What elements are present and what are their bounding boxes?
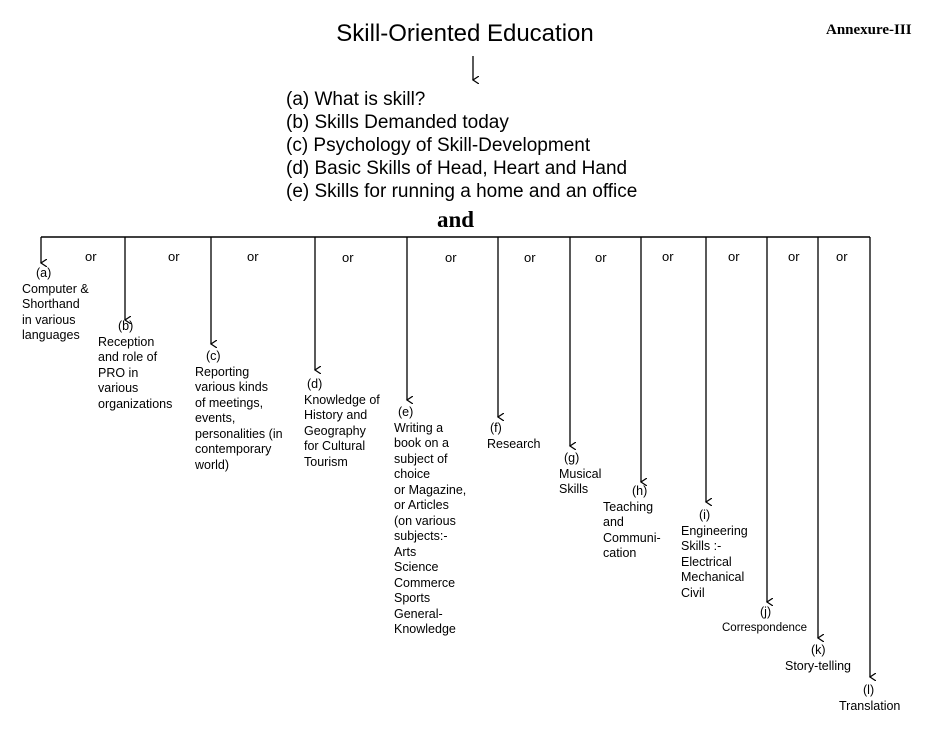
option-line: Story-telling: [785, 658, 851, 673]
option-letter: (e): [398, 405, 414, 419]
topic-item: (c) Psychology of Skill-Development: [286, 135, 591, 156]
option-i: [681, 508, 748, 601]
option-line: events,: [195, 411, 236, 425]
option-letter: (k): [811, 643, 826, 657]
option-line: Correspondence: [722, 621, 808, 634]
or-label: or: [445, 250, 457, 265]
option-line: Knowledge: [394, 622, 456, 636]
option-line: Research: [487, 436, 541, 451]
option-line: various: [98, 381, 139, 395]
option-line: world): [195, 457, 230, 472]
option-line: Skills: [559, 482, 589, 496]
option-line: book on a: [394, 436, 449, 450]
option-j: [722, 605, 807, 636]
option-line: for Cultural: [304, 439, 366, 453]
option-line: Engineering: [681, 523, 748, 538]
option-line: and: [603, 515, 624, 529]
or-label: or: [788, 249, 800, 264]
option-line: Teaching: [603, 499, 654, 514]
option-line: personalities (in: [195, 426, 283, 441]
or-label: or: [662, 249, 674, 264]
diagram-title: Skill-Oriented Education: [336, 20, 594, 47]
option-c: [195, 349, 283, 473]
option-letter: (i): [699, 508, 711, 522]
option-line: Communi-: [603, 530, 661, 545]
option-letter: (l): [863, 683, 875, 697]
or-label: or: [168, 249, 180, 264]
topic-item: (d) Basic Skills of Head, Heart and Hand: [286, 158, 628, 179]
option-line: Reception: [98, 334, 155, 349]
option-line: Electrical: [681, 554, 732, 569]
or-label: or: [836, 249, 848, 264]
option-line: Civil: [681, 585, 705, 600]
option-line: Sports: [394, 591, 431, 605]
option-line: (on various: [394, 513, 456, 528]
option-letter: (j): [760, 605, 772, 619]
or-label: or: [595, 250, 607, 265]
option-line: Musical: [559, 466, 602, 481]
option-line: in various: [22, 312, 76, 327]
option-line: contemporary: [195, 442, 272, 456]
option-f: [487, 421, 541, 452]
option-line: Mechanical: [681, 570, 745, 584]
option-line: PRO in: [98, 365, 139, 380]
option-letter: (g): [564, 451, 580, 465]
topic-item: (a) What is skill?: [286, 89, 426, 110]
option-b: [98, 319, 172, 412]
option-line: various kinds: [195, 380, 268, 394]
option-l: [839, 683, 900, 714]
option-g: [559, 451, 601, 498]
option-line: languages: [22, 328, 80, 342]
option-line: of meetings,: [195, 395, 264, 410]
or-label: or: [342, 250, 354, 265]
or-label: or: [524, 250, 536, 265]
option-line: Shorthand: [22, 297, 80, 311]
option-line: subjects:-: [394, 529, 448, 543]
or-label: or: [85, 249, 97, 264]
option-line: and role of: [98, 350, 158, 364]
option-line: Tourism: [304, 454, 348, 469]
option-line: Translation: [839, 698, 901, 713]
option-line: or Articles: [394, 498, 449, 512]
option-e: [394, 405, 466, 638]
option-a: [22, 266, 89, 344]
or-label: or: [728, 249, 740, 264]
option-line: Science: [394, 560, 439, 574]
option-line: Computer &: [22, 281, 89, 296]
option-line: choice: [394, 467, 431, 481]
option-line: History and: [304, 408, 368, 422]
option-letter: (d): [307, 377, 323, 391]
option-letter: (c): [206, 349, 221, 363]
annexure-label: Annexure-III: [826, 22, 912, 38]
option-letter: (b): [118, 319, 134, 333]
option-line: or Magazine,: [394, 482, 467, 497]
option-line: Reporting: [195, 364, 250, 379]
option-letter: (h): [632, 484, 648, 498]
option-k: [785, 643, 851, 674]
option-letter: (f): [490, 421, 502, 435]
and-connector: and: [437, 207, 475, 232]
option-line: Geography: [304, 423, 366, 438]
option-h: [603, 484, 661, 562]
option-line: Commerce: [394, 575, 456, 590]
option-line: Knowledge of: [304, 392, 380, 407]
option-line: subject of: [394, 451, 448, 466]
option-line: Writing a: [394, 420, 444, 435]
topic-item: (b) Skills Demanded today: [286, 112, 509, 133]
option-d: [304, 377, 380, 470]
topic-item: (e) Skills for running a home and an office: [286, 181, 638, 202]
option-line: Skills :-: [681, 539, 722, 553]
option-line: organizations: [98, 396, 173, 411]
option-letter: (a): [36, 266, 52, 280]
option-line: General-: [394, 606, 443, 621]
option-line: Arts: [394, 544, 417, 559]
option-line: cation: [603, 546, 637, 560]
or-label: or: [247, 249, 259, 264]
